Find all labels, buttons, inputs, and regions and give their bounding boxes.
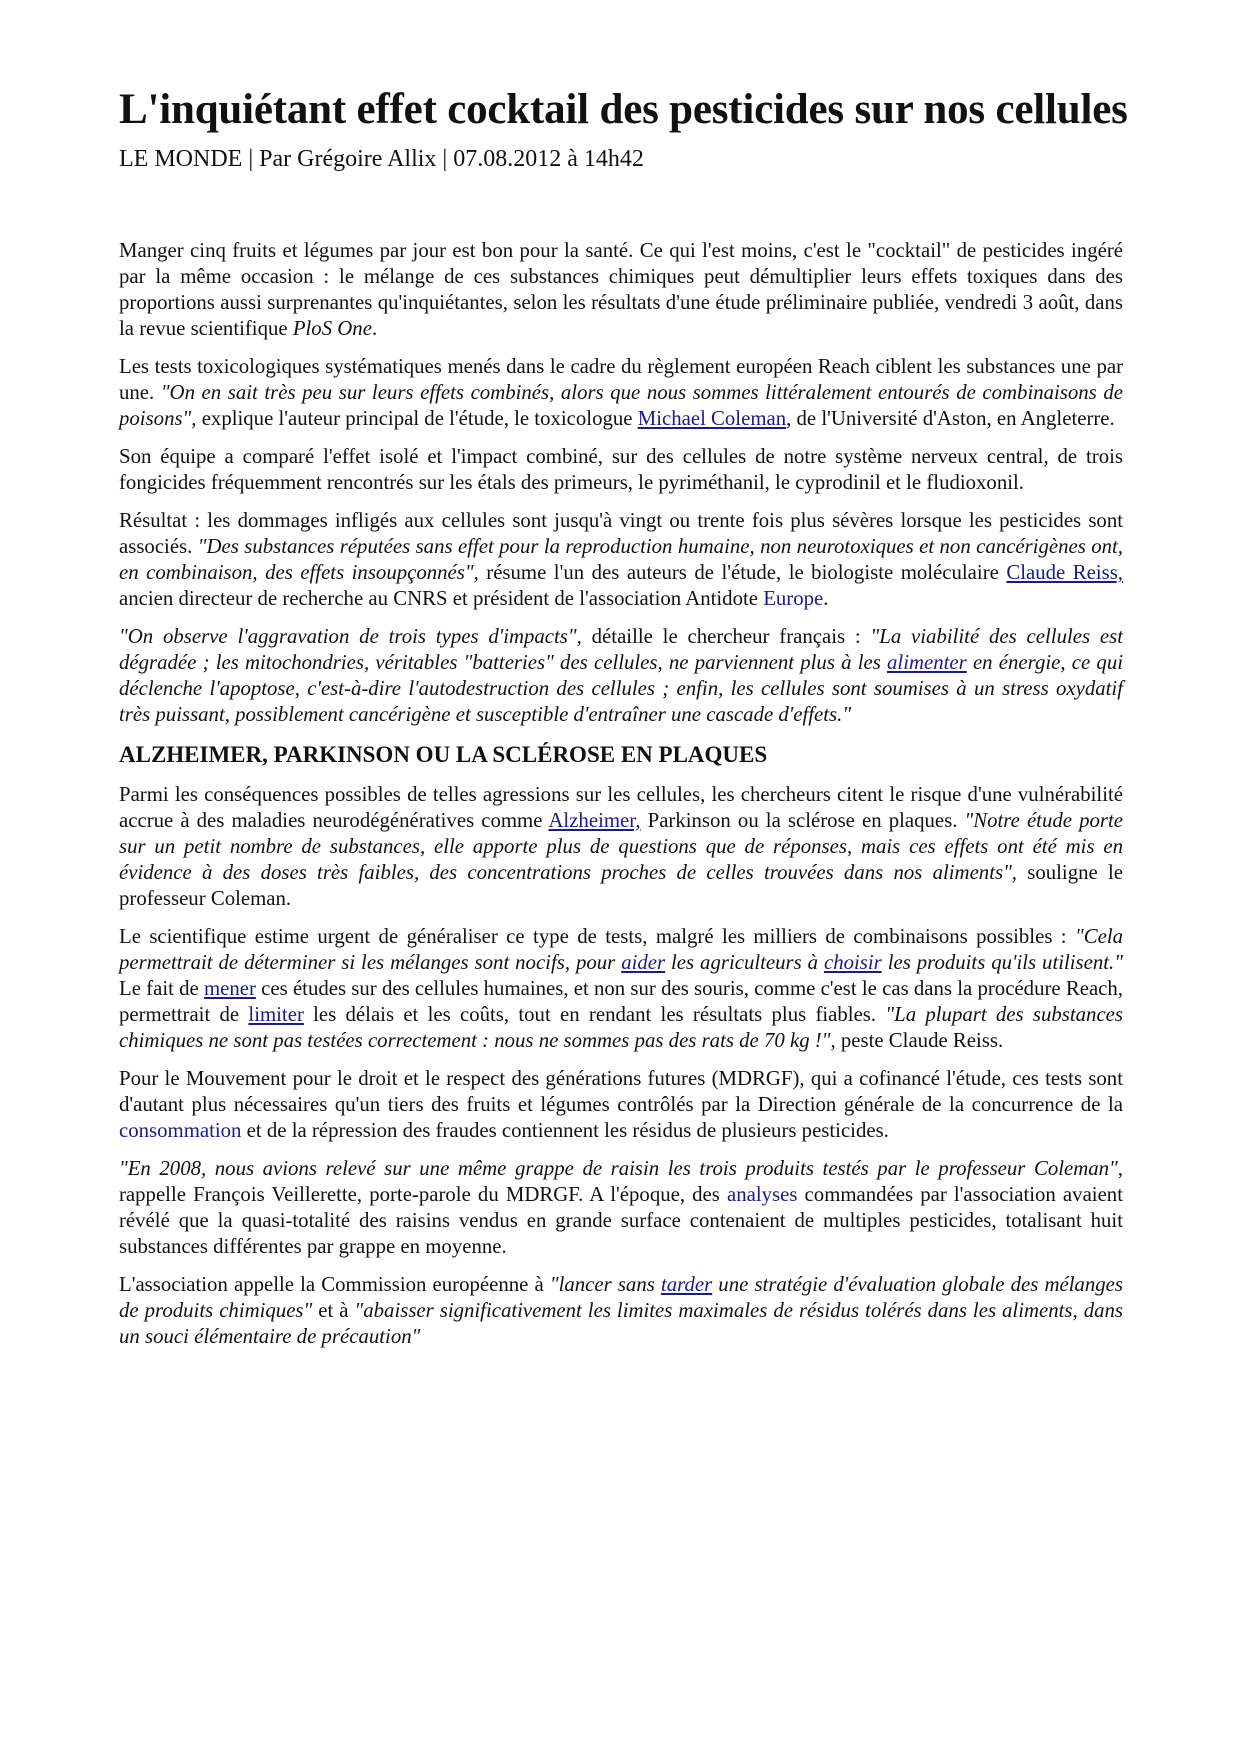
text: souligne le professeur Coleman. (119, 861, 1123, 910)
text: ces études sur des cellules humaines, et non sur des souris, comme c'est le cas dans la procédure Reach, permettrait de (119, 977, 1124, 1026)
link-europe[interactable]: Europe (763, 587, 824, 610)
paragraph-5 (119, 624, 1123, 728)
paragraph-9 (119, 1156, 1123, 1260)
paragraph-6 (119, 782, 1123, 912)
text: Parkinson ou la sclérose en plaques. (640, 809, 965, 832)
paragraph-10 (119, 1272, 1123, 1350)
quote: "lancer sans (549, 1273, 661, 1296)
section-heading: ALZHEIMER, PARKINSON OU LA SCLÉROSE EN PLAQUES (119, 742, 768, 767)
text: Le scientifique estime urgent de généraliser ce type de tests, malgré les milliers de combinaisons possibles : (119, 925, 1075, 948)
link-analyses[interactable]: analyses (726, 1183, 798, 1206)
link-choisir[interactable]: choisir (823, 951, 882, 974)
paragraph-3 (119, 444, 1123, 496)
text: Pour le Mouvement pour le droit et le respect des générations futures (MDRGF), qui a cofinancé l'étude, ces tests sont d'autant plus nécessaires qu'un tiers des fruits et légumes contrôlés par la Direction générale de la concurrence de la (119, 1067, 1123, 1116)
text: , de l'Université d'Aston, en Angleterre. (786, 407, 1115, 430)
text: Manger cinq fruits et légumes par jour est bon pour la santé. Ce qui l'est moins, c'est le "cocktail" de pesticides ingéré par la même occasion : le mélange de ces substances chimiques peut démultiplier leurs effets toxiques dans des proportions aussi surprenantes qu'inquiétantes, selon les résultats d'une étude préliminaire publiée, vendredi 3 août, dans la revue scientifique (119, 239, 1123, 340)
text: rappelle François Veillerette, porte-parole du MDRGF. A l'époque, des (119, 1183, 727, 1206)
paragraph-7 (119, 924, 1123, 1054)
article-body (119, 238, 1123, 1350)
link-alimenter[interactable]: alimenter (887, 651, 967, 674)
link-aider[interactable]: aider (621, 951, 666, 974)
text: Résultat : les dommages infligés aux cellules sont jusqu'à vingt ou trente fois plus sévères lorsque les pesticides sont associés. (119, 509, 1123, 558)
quote: "La viabilité des cellules est dégradée ; les mitochondries, véritables "batteries" des cellules, ne parviennent plus à les (119, 625, 1123, 674)
text: explique l'auteur principal de l'étude, le toxicologue (196, 407, 638, 430)
text: L'association appelle la Commission européenne à (119, 1273, 550, 1296)
article-title: L'inquiétant effet cocktail des pesticides sur nos cellules (119, 86, 1128, 133)
paragraph-2 (119, 354, 1123, 432)
text: . (371, 317, 378, 340)
quote: "Cela permettrait de déterminer si les mélanges sont nocifs, pour (119, 925, 1123, 974)
link-alzheimer[interactable]: Alzheimer, (548, 809, 641, 832)
text: peste Claude Reiss. (835, 1029, 1004, 1052)
quote: en énergie, ce qui déclenche l'apoptose, c'est-à-dire l'autodestruction des cellules ; enfin, les cellules sont soumises à un stress oxydatif très puissant, possiblement cancérigène et susceptible d'entraîner une cascade d'effets." (119, 651, 1124, 726)
text: ancien directeur de recherche au CNRS et président de l'association Antidote (119, 587, 764, 610)
quote: "abaisser significativement les limites maximales de résidus tolérés dans les aliments, dans un souci élémentaire de précaution" (119, 1299, 1124, 1348)
quote: "On en sait très peu sur leurs effets combinés, alors que nous sommes littéralement entourés de combinaisons de poisons", (119, 381, 1123, 430)
link-limiter[interactable]: limiter (248, 1003, 304, 1026)
text: Les tests toxicologiques systématiques menés dans le cadre du règlement européen Reach ciblent les substances une par une. (119, 355, 1123, 404)
article (119, 84, 1128, 1362)
text: Son équipe a comparé l'effet isolé et l'impact combiné, sur des cellules de notre système nerveux central, de trois fongicides fréquemment rencontrés sur les étals des primeurs, le pyriméthanil, le cyprodinil et le fludioxonil. (119, 445, 1123, 494)
quote: "On observe l'aggravation de trois types d'impacts", (119, 625, 582, 648)
text: détaille le chercheur français : (581, 625, 871, 648)
paragraph-8 (119, 1066, 1123, 1144)
quote: "La plupart des substances chimiques ne sont pas testées correctement : nous ne sommes pas des rats de 70 kg !", (119, 1003, 1124, 1052)
quote: une stratégie d'évaluation globale des mélanges de produits chimiques" (119, 1273, 1123, 1322)
text: Le fait de (119, 977, 204, 1000)
paragraph-1 (119, 238, 1123, 342)
link-claude-reiss[interactable]: Claude Reiss, (1006, 561, 1123, 584)
journal-name: PloS One (292, 317, 372, 340)
link-mener[interactable]: mener (203, 977, 256, 1000)
quote: "Notre étude porte sur un petit nombre de substances, elle apporte plus de questions que de réponses, mais ces effets ont été mis en évidence à des doses très faibles, des concentrations proches de celles trouvées dans nos aliments", (119, 809, 1123, 884)
link-consommation[interactable]: consommation (119, 1119, 242, 1142)
text: et de la répression des fraudes contiennent les résidus de plusieurs pesticides. (241, 1119, 889, 1142)
text: et à (312, 1299, 355, 1322)
quote: les produits qu'ils utilisent." (881, 951, 1123, 974)
paragraph-4 (119, 508, 1123, 612)
quote: "Des substances réputées sans effet pour la reproduction humaine, non neurotoxiques et non cancérigènes ont, en combinaison, des effets insoupçonnés", (119, 535, 1123, 584)
quote: "En 2008, nous avions relevé sur une même grappe de raisin les trois produits testés par le professeur Coleman", (119, 1157, 1123, 1180)
text: Parmi les conséquences possibles de telles agressions sur les cellules, les chercheurs citent le risque d'une vulnérabilité accrue à des maladies neurodégénératives comme (119, 783, 1123, 832)
link-michael-coleman[interactable]: Michael Coleman (637, 407, 787, 430)
link-tarder[interactable]: tarder (660, 1273, 713, 1296)
text: les délais et les coûts, tout en rendant les résultats plus fiables. (303, 1003, 886, 1026)
quote: les agriculteurs à (665, 951, 824, 974)
article-byline: LE MONDE | Par Grégoire Allix | 07.08.2012 à 14h42 (119, 146, 644, 172)
text: commandées par l'association avaient révélé que la quasi-totalité des raisins vendus en grande surface contenaient de multiples pesticides, totalisant huit substances différentes par grappe en moyenne. (119, 1183, 1123, 1258)
text: résume l'un des auteurs de l'étude, le biologiste moléculaire (478, 561, 1007, 584)
text: . (823, 587, 829, 610)
